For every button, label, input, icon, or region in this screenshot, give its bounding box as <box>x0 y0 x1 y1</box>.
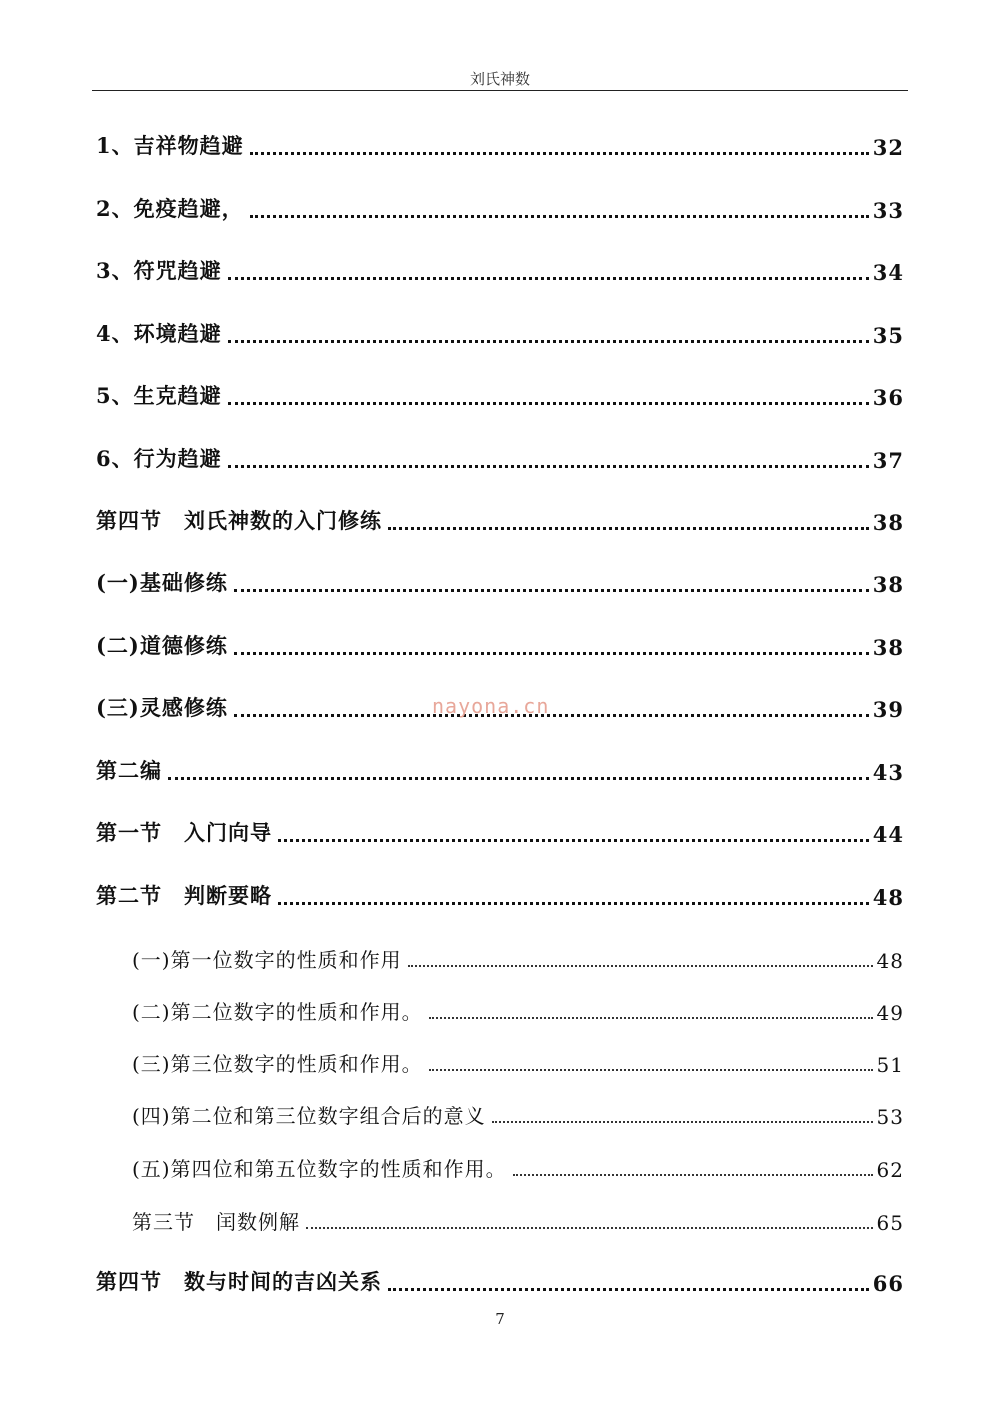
toc-entry[interactable] <box>96 443 904 473</box>
toc-entry[interactable] <box>96 880 904 910</box>
toc-entry-page: 37 <box>872 448 904 473</box>
toc-entry-label: (三)灵感修练 <box>96 695 228 720</box>
dot-leader <box>429 1069 873 1071</box>
dot-leader <box>228 277 869 280</box>
toc-entry-page: 36 <box>872 385 904 410</box>
toc-entry-label: 1、吉祥物趋避 <box>96 133 244 158</box>
dot-leader <box>513 1174 873 1176</box>
running-header: 刘氏神数 <box>469 70 530 88</box>
dot-leader <box>388 1288 869 1291</box>
toc-entry-label: 第一节 入门向导 <box>96 820 272 845</box>
dot-leader <box>228 465 869 468</box>
toc-entry[interactable] <box>96 505 904 535</box>
toc-entry[interactable] <box>96 318 904 348</box>
toc-entry-page: 38 <box>872 635 904 660</box>
toc-entry-page: 49 <box>876 1001 904 1025</box>
toc-entry[interactable] <box>96 380 904 410</box>
toc-entry[interactable] <box>96 193 904 223</box>
toc-entry-page: 66 <box>872 1271 904 1296</box>
toc-entry-label: 第四节 刘氏神数的入门修练 <box>96 508 382 533</box>
toc-entry-page: 65 <box>876 1211 904 1235</box>
dot-leader <box>168 777 869 780</box>
dot-leader <box>388 527 869 530</box>
dot-leader <box>492 1121 873 1123</box>
toc-entry-page: 43 <box>872 760 904 785</box>
dot-leader <box>228 402 869 405</box>
toc-entry-page: 33 <box>872 198 904 223</box>
toc-entry-label: 第四节 数与时间的吉凶关系 <box>96 1269 382 1294</box>
page-number: 7 <box>495 1310 505 1328</box>
toc-entry[interactable] <box>96 817 904 847</box>
toc-entry-page: 48 <box>872 885 904 910</box>
toc-entry-page: 38 <box>872 510 904 535</box>
toc-entry-label: 4、环境趋避 <box>96 321 222 346</box>
dot-leader <box>408 965 873 967</box>
dot-leader <box>278 839 869 842</box>
dot-leader <box>234 589 869 592</box>
toc-entry-label: 第三节 闰数例解 <box>132 1210 300 1234</box>
toc-subentry[interactable] <box>132 944 904 973</box>
dot-leader <box>278 902 869 905</box>
dot-leader <box>250 215 869 218</box>
toc-entry-label: (一)第一位数字的性质和作用 <box>132 948 402 972</box>
toc-subentry[interactable] <box>132 1153 904 1182</box>
toc-entry-page: 62 <box>876 1158 904 1182</box>
toc-entry-label: (四)第二位和第三位数字组合后的意义 <box>132 1104 486 1128</box>
toc-entry-label: (三)第三位数字的性质和作用。 <box>132 1052 423 1076</box>
toc-entry[interactable] <box>96 630 904 660</box>
toc-entry-label: 2、免疫趋避， <box>96 196 244 221</box>
toc-subentry[interactable] <box>132 996 904 1025</box>
toc-entry-label: 6、行为趋避 <box>96 446 222 471</box>
toc-entry-label: (二)第二位数字的性质和作用。 <box>132 1000 423 1024</box>
toc-subentry[interactable] <box>132 1100 904 1129</box>
dot-leader <box>250 152 869 155</box>
dot-leader <box>234 714 869 717</box>
toc-subentry[interactable] <box>132 1048 904 1077</box>
toc-entry-page: 38 <box>872 572 904 597</box>
toc-subentry[interactable] <box>132 1206 904 1235</box>
toc-entry[interactable] <box>96 130 904 160</box>
watermark: nayona.cn <box>432 694 550 718</box>
toc-entry-label: 5、生克趋避 <box>96 383 222 408</box>
toc-entry-page: 51 <box>876 1053 904 1077</box>
toc-entry-label: 第二编 <box>96 758 162 783</box>
toc-entry-page: 32 <box>872 135 904 160</box>
dot-leader <box>306 1227 873 1229</box>
toc-entry[interactable] <box>96 1266 904 1296</box>
toc-entry-page: 53 <box>876 1105 904 1129</box>
toc-entry-page: 44 <box>872 822 904 847</box>
toc-entry-page: 39 <box>872 697 904 722</box>
toc-entry-label: (二)道德修练 <box>96 633 228 658</box>
toc-entry[interactable] <box>96 755 904 785</box>
toc-entry-page: 35 <box>872 323 904 348</box>
toc-entry-label: (五)第四位和第五位数字的性质和作用。 <box>132 1157 507 1181</box>
toc-entry-label: 3、符咒趋避 <box>96 258 222 283</box>
toc-entry-page: 34 <box>872 260 904 285</box>
toc-entry[interactable] <box>96 567 904 597</box>
toc-entry[interactable] <box>96 255 904 285</box>
dot-leader <box>429 1017 873 1019</box>
toc-entry-label: 第二节 判断要略 <box>96 883 272 908</box>
toc-entry-label: (一)基础修练 <box>96 570 228 595</box>
dot-leader <box>234 652 869 655</box>
toc-entry-page: 48 <box>876 949 904 973</box>
dot-leader <box>228 340 869 343</box>
